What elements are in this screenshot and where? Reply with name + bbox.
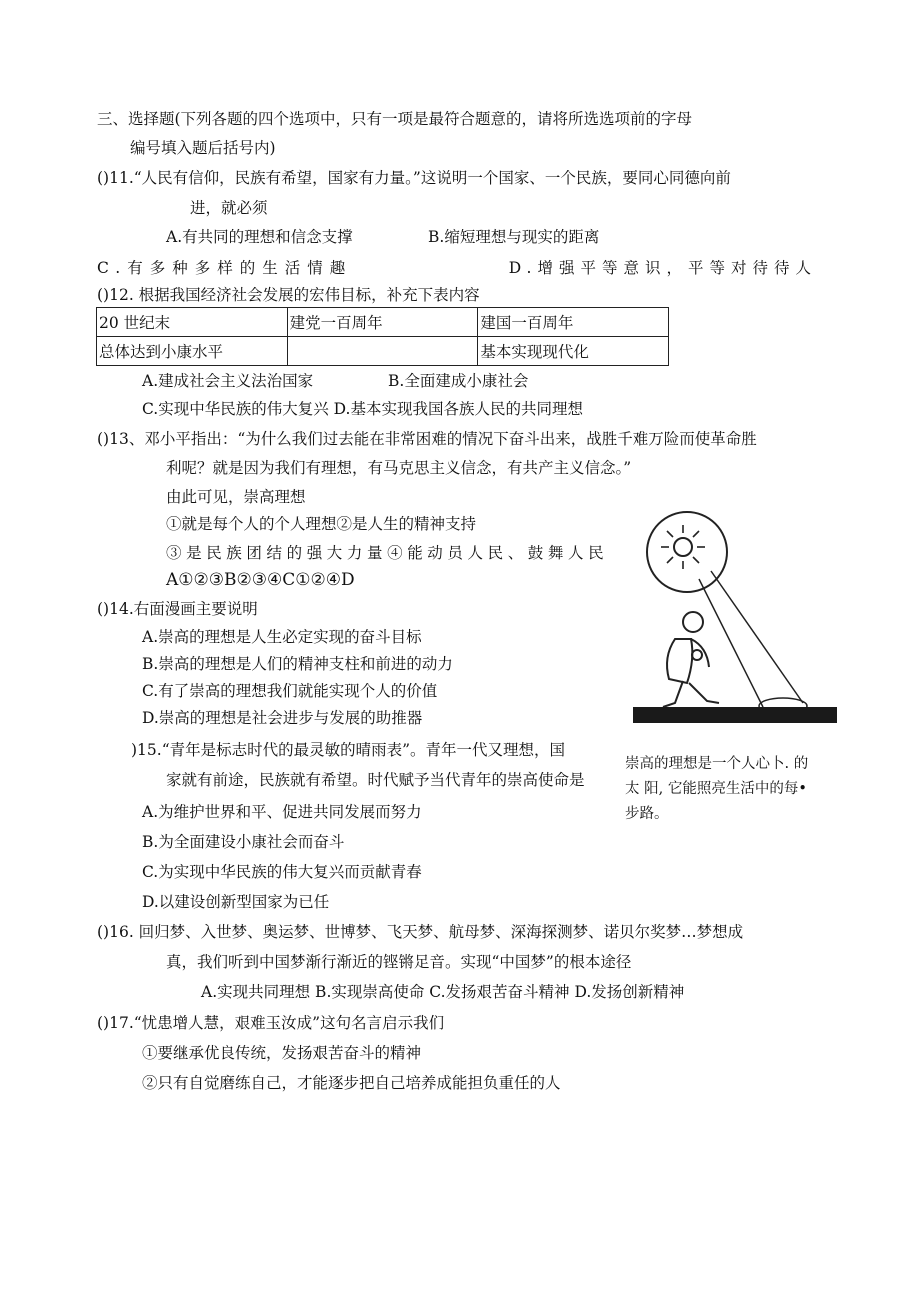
q13-stem: ()13、邓小平指出：“为什么我们过去能在非常困难的情况下奋斗出来，战胜千难万险而使革命胜: [97, 430, 757, 448]
q11-stem: ()11.“人民有信仰，民族有希望，国家有力量。”这说明一个国家、一个民族，要同心同德向前: [97, 169, 731, 187]
sun-core: [674, 538, 692, 556]
q16-stem-cont: 真，我们听到中国梦渐行渐近的铿锵足音。实现“中国梦”的根本途径: [166, 953, 632, 971]
q15-option-c: C.为实现中华民族的伟大复兴而贡献青春: [142, 863, 422, 881]
table-row: [97, 308, 669, 337]
q11-stem-cont: 进，就必须: [190, 199, 268, 217]
q11-option-a: A.有共同的理想和信念支撑: [166, 228, 353, 246]
q11-options-cd: [97, 256, 817, 278]
light-beam: [699, 571, 807, 714]
q16-options: A.实现共同理想 B.实现崇高使命 C.发扬艰苦奋斗精神 D.发扬创新精神: [201, 983, 685, 1001]
table-cell: 总体达到小康水平: [97, 337, 288, 366]
q15-option-b: B.为全面建设小康社会而奋斗: [142, 833, 345, 851]
cartoon-caption: [625, 752, 835, 827]
q15-stem: )15.“青年是标志时代的最灵敏的晴雨表”。青年一代又理想，国: [131, 741, 566, 759]
q15-stem-cont: 家就有前途，民族就有希望。时代赋予当代青年的崇高使命是: [166, 771, 585, 789]
q11-option-c: C.有多种多样的生活情趣: [97, 259, 353, 277]
table-row: [97, 337, 669, 366]
caption-line: 崇高的理想是一个人心卜. 的: [625, 756, 809, 772]
q15-option-a: A.为维护世界和平、促进共同发展而努力: [142, 803, 422, 821]
q11-option-d: D.增强平等意识，平等对待待人: [508, 259, 817, 277]
ground-strip: [633, 707, 837, 723]
table-cell: 建党一百周年: [287, 308, 478, 337]
q13-items-12: ①就是每个人的个人理想②是人生的精神支持: [166, 515, 477, 533]
sun-disc: [647, 512, 727, 592]
q13-stem-cont2: 由此可见，崇高理想: [166, 488, 306, 506]
q17-item-1: ①要继承优良传统，发扬艰苦奋斗的精神: [142, 1044, 422, 1062]
q16-stem: ()16. 回归梦、入世梦、奥运梦、世博梦、飞天梦、航母梦、深海探测梦、诺贝尔奖梦…梦想成: [97, 923, 744, 941]
table-cell: 基本实现现代化: [478, 337, 669, 366]
cartoon-sun-illustration: [633, 507, 837, 727]
q12-table: [96, 307, 669, 366]
q12-stem: ()12. 根据我国经济社会发展的宏伟目标，补充下表内容: [97, 286, 480, 304]
table-cell: 20 世纪末: [97, 308, 288, 337]
q12-option-b: B.全面建成小康社会: [388, 372, 529, 390]
q14-option-a: A.崇高的理想是人生必定实现的奋斗目标: [142, 628, 422, 646]
section-title: 三、选择题(下列各题的四个选项中，只有一项是最符合题意的，请将所选选项前的字母: [97, 110, 693, 128]
q14-option-b: B.崇高的理想是人们的精神支柱和前进的动力: [142, 655, 453, 673]
section-title-cont: 编号填入题后括号内): [130, 139, 276, 157]
caption-line: 步路。: [625, 806, 669, 822]
q17-item-2: ②只有自觉磨练自己，才能逐步把自己培养成能担负重任的人: [142, 1074, 561, 1092]
table-cell: 建国一百周年: [478, 308, 669, 337]
q13-items-34: ③是民族团结的强大力量④能动员人民、鼓舞人民: [166, 544, 609, 562]
q13-options: A①②③B②③④C①②④D: [166, 570, 355, 590]
caption-line: 太 阳, 它能照亮生活中的每•: [625, 781, 807, 797]
walking-man: [663, 612, 719, 707]
q14-option-c: C.有了崇高的理想我们就能实现个人的价值: [142, 682, 438, 700]
q11-option-b: B.缩短理想与现实的距离: [428, 228, 600, 246]
sun-rays: [661, 525, 705, 569]
q14-stem: ()14.右面漫画主要说明: [97, 600, 258, 618]
q12-options-cd: C.实现中华民族的伟大复兴 D.基本实现我国各族人民的共同理想: [142, 400, 583, 418]
table-cell-blank: [287, 337, 478, 366]
q15-option-d: D.以建设创新型国家为已任: [142, 893, 330, 911]
q17-stem: ()17.“忧患增人慧，艰难玉汝成”这句名言启示我们: [97, 1014, 445, 1032]
q14-option-d: D.崇高的理想是社会进步与发展的助推器: [142, 709, 423, 727]
q12-option-a: A.建成社会主义法治国家: [142, 372, 314, 390]
q13-stem-cont: 利呢？就是因为我们有理想，有马克思主义信念，有共产主义信念。”: [166, 459, 632, 477]
